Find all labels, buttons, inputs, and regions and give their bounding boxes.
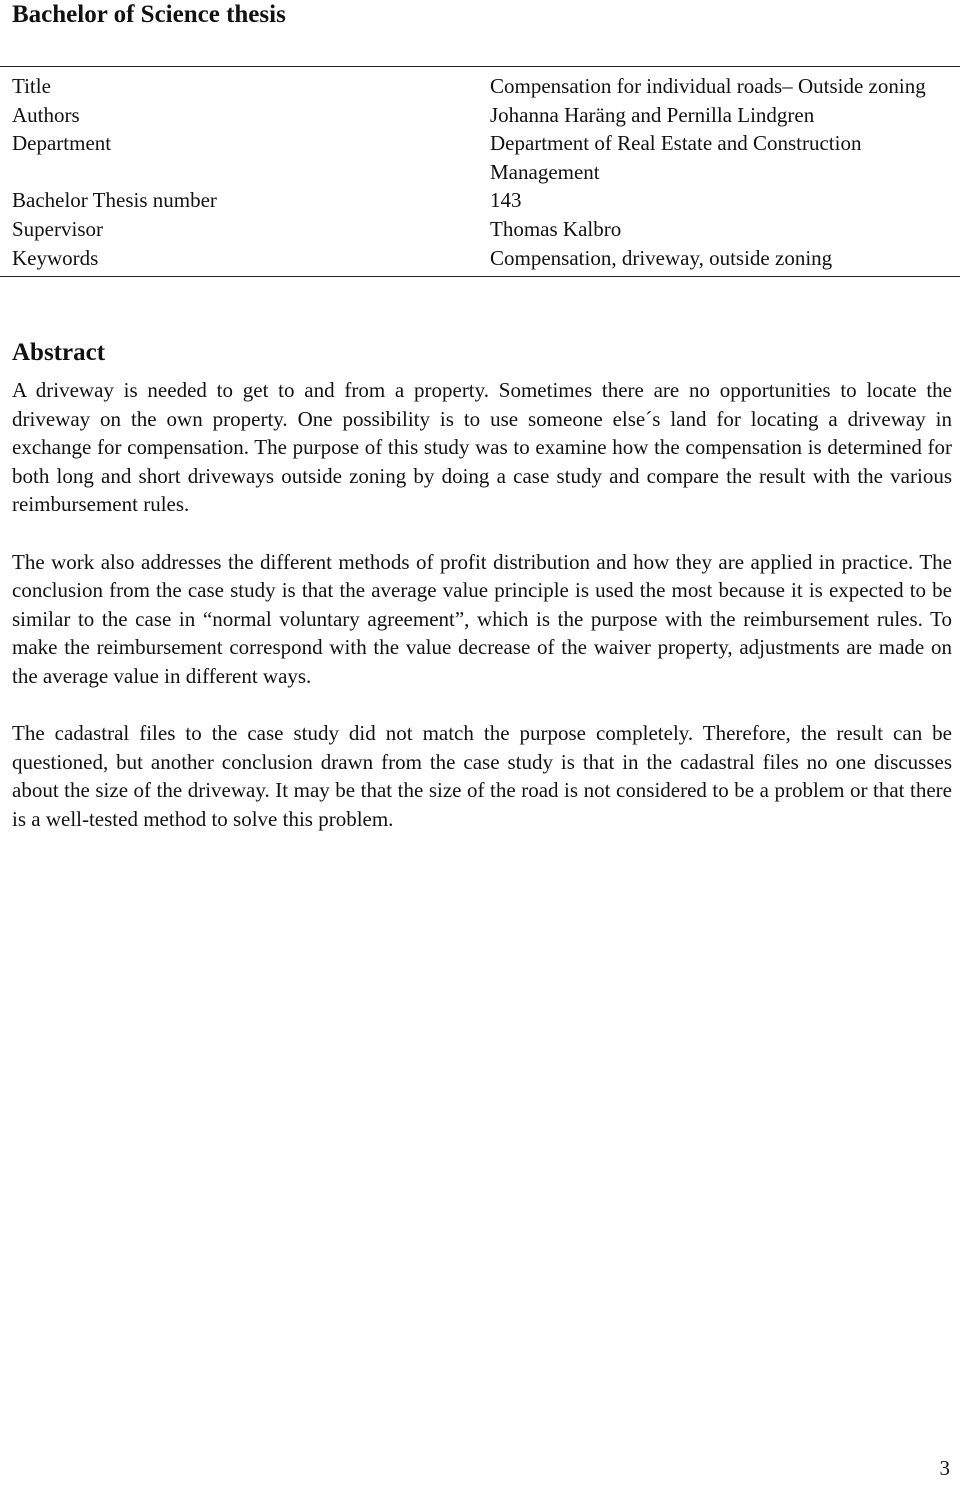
metadata-value: 143 <box>490 188 522 213</box>
metadata-label: Department <box>12 131 112 156</box>
abstract-paragraph: The cadastral files to the case study did not match the purpose completely. Therefore, the result can be questioned, but another conclusion drawn from the case study is that in the cadastral files no one discusses about the size of the driveway. It may be that the size of the road is not considered to be a problem or that there is a well-tested method to solve this problem. <box>12 721 952 831</box>
metadata-row-keywords <box>0 244 960 273</box>
metadata-value: Compensation, driveway, outside zoning <box>490 245 833 270</box>
abstract-body <box>12 376 952 862</box>
metadata-label: Bachelor Thesis number <box>12 188 217 213</box>
metadata-table <box>0 66 960 277</box>
metadata-value: Thomas Kalbro <box>490 216 622 241</box>
page-number: 3 <box>939 1456 950 1480</box>
metadata-label: Supervisor <box>12 216 103 241</box>
metadata-row-thesis-number <box>0 186 960 215</box>
metadata-label: Keywords <box>12 245 99 270</box>
abstract-heading: Abstract <box>12 339 106 366</box>
metadata-value: Compensation for individual roads– Outside zoning <box>490 74 926 98</box>
metadata-value: Department of Real Estate and Construction Management <box>490 131 862 184</box>
metadata-value: Johanna Haräng and Pernilla Lindgren <box>490 102 815 127</box>
metadata-label: Authors <box>12 102 80 127</box>
metadata-label: Title <box>12 74 51 98</box>
metadata-row-department <box>0 129 960 186</box>
metadata-row-authors <box>0 101 960 130</box>
metadata-row-supervisor <box>0 215 960 244</box>
abstract-paragraph: The work also addresses the different methods of profit distribution and how they are applied in practice. The conclusion from the case study is that the average value principle is used the most because it is expected to be similar to the case in “normal voluntary agreement”, which is the purpose with the reimbursement rules. To make the reimbursement correspond with the value decrease of the waiver property, adjustments are made on the average value in different ways. <box>12 549 952 688</box>
abstract-paragraph: A driveway is needed to get to and from a property. Sometimes there are no opportunities to locate the driveway on the own property. One possibility is to use someone else´s land for locating a driveway in exchange for compensation. The purpose of this study was to examine how the compensation is determined for both long and short driveways outside zoning by doing a case study and compare the result with the various reimbursement rules. <box>12 378 952 517</box>
page-heading: Bachelor of Science thesis <box>12 1 286 28</box>
metadata-row-title <box>0 72 960 101</box>
